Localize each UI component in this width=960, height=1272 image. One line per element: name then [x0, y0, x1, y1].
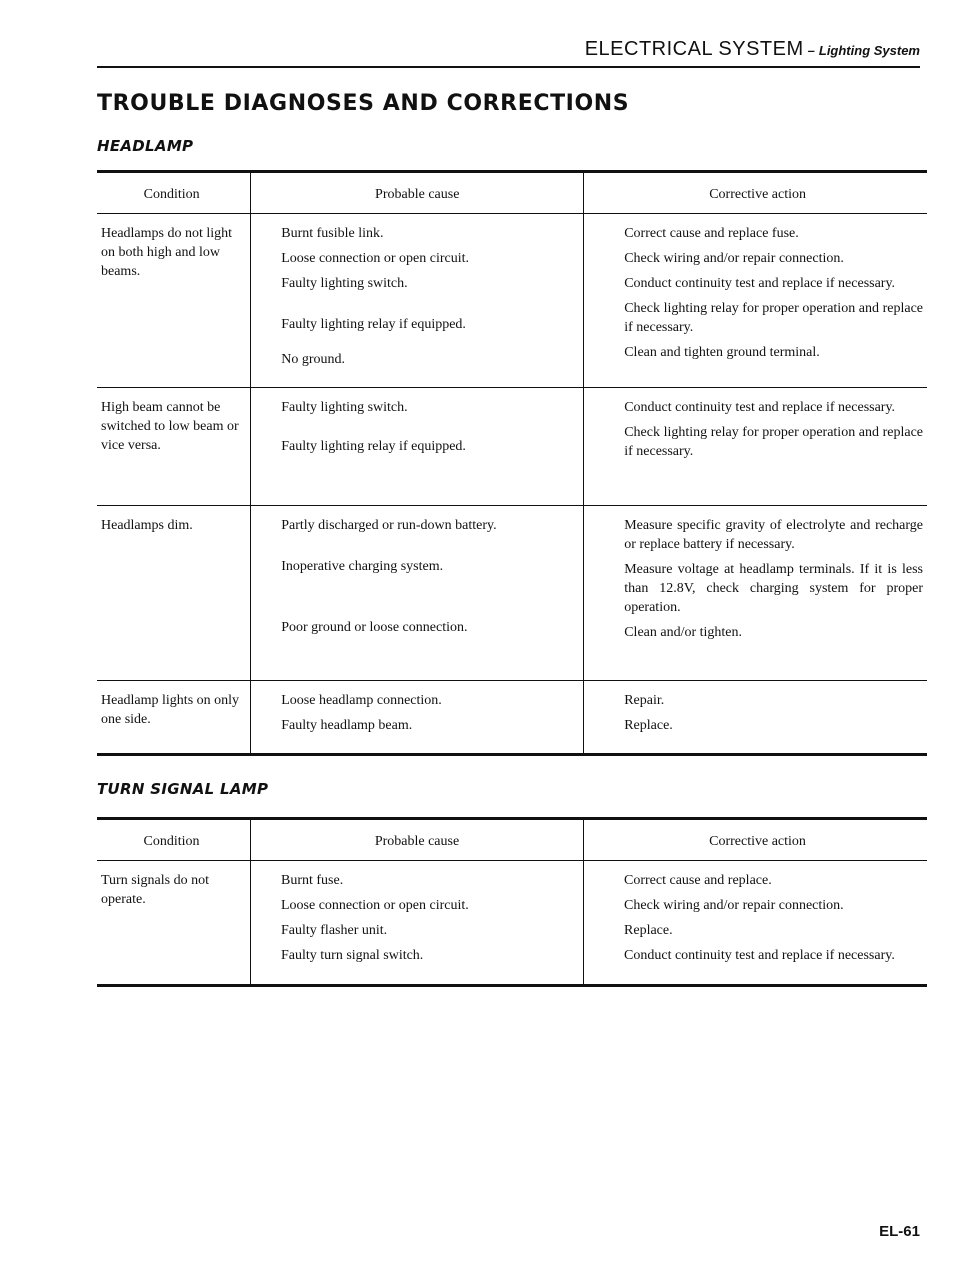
action-cell — [584, 681, 927, 755]
action-cell — [584, 214, 927, 388]
action-cell — [584, 388, 927, 506]
cause-item: Faulty lighting switch. — [281, 276, 408, 291]
cause-cell — [251, 388, 584, 506]
action-item: Measure voltage at headlamp terminals. If it is less than 12.8V, check charging system for proper operation. — [624, 562, 923, 615]
condition-cell: High beam cannot be switched to low beam or vice versa. — [101, 400, 239, 453]
table-row — [97, 506, 927, 681]
column-header-condition: Condition — [97, 819, 250, 861]
table-row — [97, 861, 927, 986]
cause-item: Inoperative charging system. — [281, 559, 444, 574]
action-item: Correct cause and replace. — [624, 873, 772, 888]
action-item: Check lighting relay for proper operation and replace if necessary. — [624, 425, 923, 459]
table-row — [97, 214, 927, 388]
condition-cell: Turn signals do not operate. — [101, 873, 210, 907]
action-item: Clean and tighten ground terminal. — [624, 345, 820, 360]
headlamp-table — [97, 170, 927, 756]
subsection-title: Lighting System — [818, 43, 920, 58]
column-header-cause: Probable cause — [250, 819, 583, 861]
cause-item: Faulty flasher unit. — [280, 923, 388, 938]
action-item: Replace. — [624, 718, 673, 733]
cause-item: Loose connection or open circuit. — [280, 898, 469, 913]
table-header-row — [97, 172, 927, 214]
action-item: Check wiring and/or repair connection. — [624, 898, 844, 913]
action-item: Replace. — [624, 923, 673, 938]
turn-signal-table — [97, 817, 927, 987]
action-item: Conduct continuity test and replace if necessary. — [624, 948, 895, 963]
action-item: Clean and/or tighten. — [624, 625, 743, 640]
action-cell — [584, 861, 927, 986]
running-header — [585, 38, 920, 61]
table-row — [97, 388, 927, 506]
action-cell — [584, 506, 927, 681]
header-rule — [97, 66, 920, 68]
cause-cell — [251, 214, 584, 388]
cause-item: Faulty turn signal switch. — [280, 948, 424, 963]
cause-item: Faulty lighting switch. — [281, 400, 408, 415]
headlamp-heading: HEADLAMP — [97, 137, 194, 155]
action-item: Check lighting relay for proper operation and replace if necessary. — [624, 301, 923, 335]
page-number: EL-61 — [879, 1223, 920, 1240]
column-header-cause: Probable cause — [251, 172, 584, 214]
condition-cell: Headlamp lights on only one side. — [101, 693, 240, 727]
cause-item: Partly discharged or run-down battery. — [281, 518, 497, 533]
condition-cell: Headlamps do not light on both high and low beams. — [101, 226, 233, 279]
action-item: Repair. — [624, 693, 665, 708]
turn-signal-heading: TURN SIGNAL LAMP — [97, 780, 269, 798]
cause-cell — [250, 861, 583, 986]
condition-cell: Headlamps dim. — [101, 518, 193, 533]
cause-item: Faulty headlamp beam. — [281, 718, 413, 733]
column-header-action: Corrective action — [584, 172, 927, 214]
cause-item: Faulty lighting relay if equipped. — [281, 439, 466, 454]
action-item: Conduct continuity test and replace if necessary. — [624, 400, 896, 415]
cause-item: Loose headlamp connection. — [281, 693, 442, 708]
cause-cell — [251, 506, 584, 681]
action-item: Measure specific gravity of electrolyte and recharge or replace battery if necessary. — [624, 518, 923, 552]
column-header-action: Corrective action — [584, 819, 927, 861]
table-header-row — [97, 819, 927, 861]
cause-item: Faulty lighting relay if equipped. — [281, 317, 466, 332]
cause-item: Burnt fuse. — [280, 873, 344, 888]
cause-item: No ground. — [281, 352, 346, 367]
cause-item: Loose connection or open circuit. — [281, 251, 470, 266]
cause-item: Burnt fusible link. — [281, 226, 384, 241]
section-title: ELECTRICAL SYSTEM — [584, 38, 804, 60]
action-item: Conduct continuity test and replace if necessary. — [624, 276, 896, 291]
page-title: TROUBLE DIAGNOSES AND CORRECTIONS — [97, 91, 630, 116]
action-item: Check wiring and/or repair connection. — [624, 251, 844, 266]
cause-item: Poor ground or loose connection. — [281, 620, 468, 635]
table-row — [97, 681, 927, 755]
header-dash: – — [807, 43, 815, 58]
cause-cell — [251, 681, 584, 755]
action-item: Correct cause and replace fuse. — [624, 226, 799, 241]
column-header-condition: Condition — [97, 172, 251, 214]
